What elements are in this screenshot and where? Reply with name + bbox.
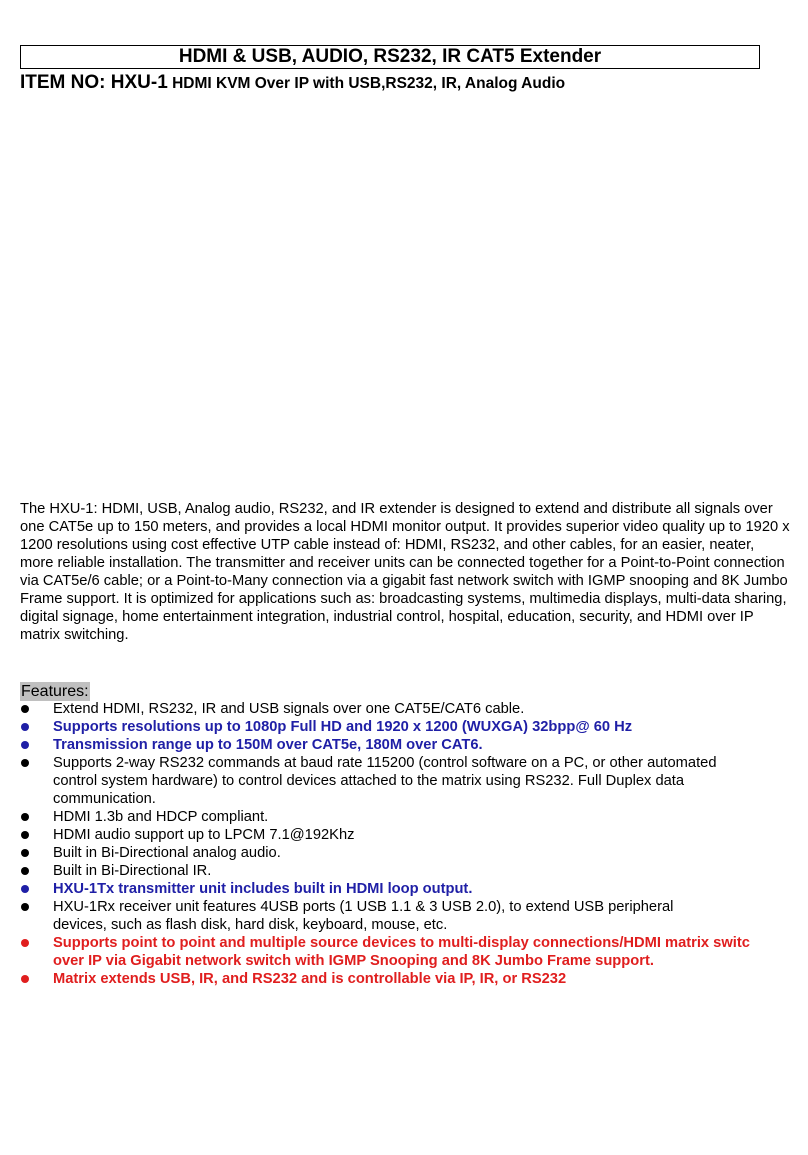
feature-text: Matrix extends USB, IR, and RS232 and is controllable via IP, IR, or RS232 xyxy=(53,971,567,987)
feature-text: Transmission range up to 150M over CAT5e, 180M over CAT6. xyxy=(53,737,483,753)
feature-text: HXU-1Rx receiver unit features 4USB ports (1 USB 1.1 & 3 USB 2.0), to extend USB peripheral xyxy=(53,899,674,915)
feature-item xyxy=(20,844,808,862)
bullet-icon xyxy=(21,903,29,911)
feature-text: over IP via Gigabit network switch with IGMP Snooping and 8K Jumbo Frame support. xyxy=(53,953,654,969)
feature-item xyxy=(20,880,808,898)
feature-item xyxy=(20,718,808,736)
bullet-icon xyxy=(21,705,29,713)
feature-item xyxy=(20,934,808,970)
feature-text: Supports point to point and multiple source devices to multi-display connections/HDMI matrix switc xyxy=(53,935,750,951)
feature-text: devices, such as flash disk, hard disk, keyboard, mouse, etc. xyxy=(53,917,448,933)
bullet-icon xyxy=(21,867,29,875)
bullet-icon xyxy=(21,741,29,749)
feature-item xyxy=(20,898,808,934)
feature-item xyxy=(20,808,808,826)
feature-text: HDMI 1.3b and HDCP compliant. xyxy=(53,809,269,825)
bullet-icon xyxy=(21,831,29,839)
bullet-icon xyxy=(21,813,29,821)
feature-item xyxy=(20,754,808,808)
feature-item xyxy=(20,862,808,880)
feature-text: communication. xyxy=(53,791,156,807)
feature-text: Built in Bi-Directional analog audio. xyxy=(53,845,281,861)
bullet-icon xyxy=(21,759,29,767)
feature-item xyxy=(20,736,808,754)
item-number-line xyxy=(20,72,565,94)
feature-item xyxy=(20,826,808,844)
bullet-icon xyxy=(21,723,29,731)
feature-text: Extend HDMI, RS232, IR and USB signals over one CAT5E/CAT6 cable. xyxy=(53,701,525,717)
features-heading: Features: xyxy=(21,683,89,700)
feature-item xyxy=(20,970,808,988)
bullet-icon xyxy=(21,885,29,893)
product-description: The HXU-1: HDMI, USB, Analog audio, RS232, and IR extender is designed to extend and distribute all signals over one CAT5e up to 150 meters, and provides a local HDMI monitor output. It provides superior video quality up to 1920 x 1200 resolutions using cost effective UTP cable instead of: HDMI, RS232, and other cables, for an easier, neater, more reliable installation. The transmitter and receiver units can be connected together for a Point-to-Point connection via CAT5e/6 cable; or a Point-to-Many connection via a gigabit fast network switch with IGMP snooping and 8K Jumbo Frame support. It is optimized for applications such as: broadcasting systems, multimedia displays, multi-data sharing, digital signage, home entertainment integration, industrial control, hospital, education, security, and HDMI over IP matrix switching. xyxy=(20,501,790,643)
features-list xyxy=(20,700,808,988)
product-title: HDMI & USB, AUDIO, RS232, IR CAT5 Extender xyxy=(20,45,760,69)
feature-text: Supports 2-way RS232 commands at baud rate 115200 (control software on a PC, or other automated xyxy=(53,755,717,771)
bullet-icon xyxy=(21,849,29,857)
bullet-icon xyxy=(21,975,29,983)
item-subtitle: HDMI KVM Over IP with USB,RS232, IR, Analog Audio xyxy=(167,75,566,92)
feature-item xyxy=(20,700,808,718)
feature-text: HXU-1Tx transmitter unit includes built in HDMI loop output. xyxy=(53,881,473,897)
item-number: ITEM NO: HXU-1 xyxy=(20,72,168,93)
feature-text: Built in Bi-Directional IR. xyxy=(53,863,212,879)
feature-text: control system hardware) to control devices attached to the matrix using RS232. Full Duplex data xyxy=(53,773,685,789)
bullet-icon xyxy=(21,939,29,947)
feature-text: Supports resolutions up to 1080p Full HD and 1920 x 1200 (WUXGA) 32bpp@ 60 Hz xyxy=(53,719,633,735)
feature-text: HDMI audio support up to LPCM 7.1@192Khz xyxy=(53,827,355,843)
